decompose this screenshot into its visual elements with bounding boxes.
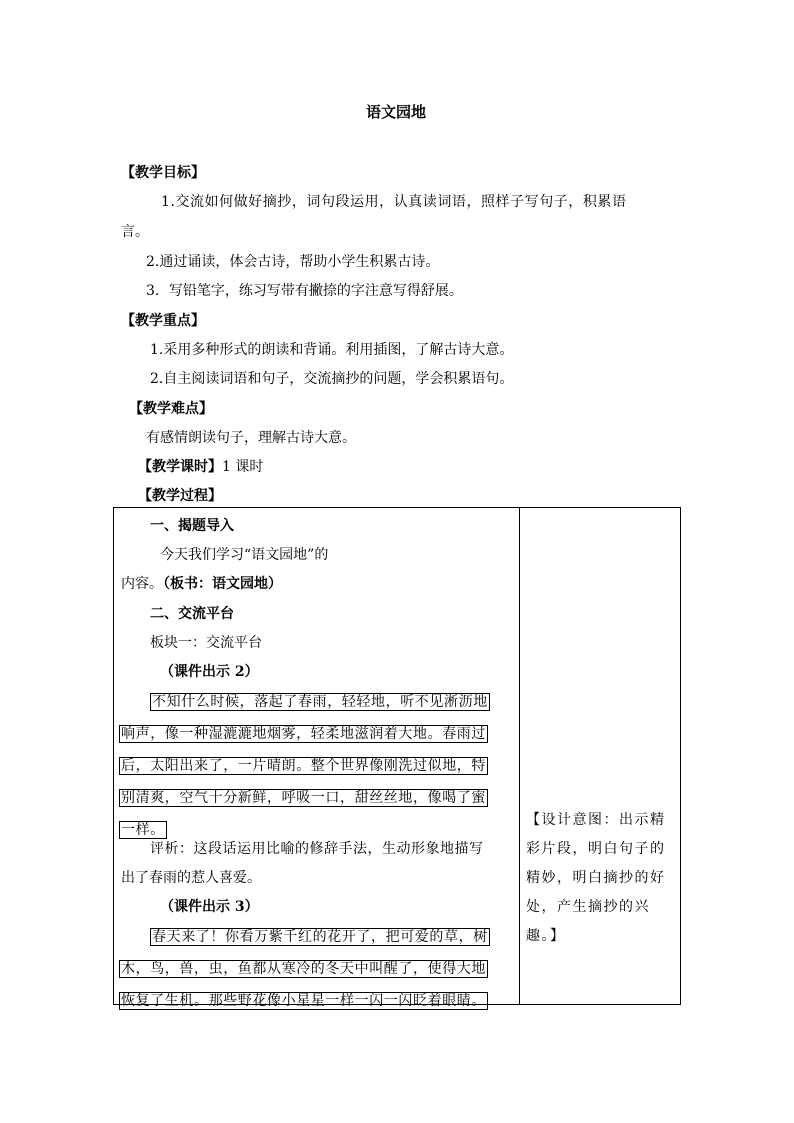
intro-line-2 <box>121 574 282 594</box>
hours-row <box>138 457 263 477</box>
key-point-1: 1.采用多种形式的朗读和背诵。利用插图，了解古诗大意。 <box>150 342 514 358</box>
comment-line-2: 出了春雨的惹人喜爱。 <box>121 870 261 886</box>
page-title: 语文园地 <box>366 103 427 121</box>
objective-2: 2.通过诵读，体会古诗，帮助小学生积累古诗。 <box>146 254 440 270</box>
module-1-label: 板块一：交流平台 <box>150 635 262 651</box>
process-heading: 【教学过程】 <box>138 488 222 504</box>
design-intent-line: 【设计意图：出示精 <box>526 812 666 828</box>
passage-1-line: 响声，像一种湿漉漉地烟雾，轻柔地滋润着大地。春雨过 <box>121 726 486 742</box>
hours-heading: 【教学课时】 <box>138 459 222 475</box>
key-points-heading: 【教学重点】 <box>121 313 205 329</box>
design-intent <box>526 806 676 951</box>
passage-1-line: 别清爽，空气十分新鲜，呼吸一口，甜丝丝地，像喝了蜜 <box>121 790 486 806</box>
passage-2-line: 木，鸟，兽，虫，鱼都从寒冷的冬天中叫醒了，使得大地 <box>121 961 486 977</box>
slide-2-label: （课件出示 2） <box>160 664 259 680</box>
passage-1-line: 不知什么时候，落起了春雨，轻轻地，听不见淅沥地 <box>152 694 488 710</box>
slide-3-label: （课件出示 3） <box>160 899 259 915</box>
hours-text: 1 课时 <box>222 459 264 475</box>
design-intent-line: 彩片段，明白句子的 <box>526 841 666 857</box>
design-intent-line: 处，产生摘抄的兴 <box>526 899 650 915</box>
passage-1-rest <box>119 718 488 846</box>
objective-1-line-1: 1.交流如何做好摘抄，词句段运用，认真读词语，照样子写句子，积累语 <box>161 194 627 210</box>
passage-1 <box>150 686 490 718</box>
objective-1-line-2: 言。 <box>121 224 149 240</box>
intro-line-2-text: 内容。 <box>121 576 163 592</box>
blackboard-note: （板书：语文园地） <box>163 576 282 592</box>
design-intent-line: 精妙，明白摘抄的好 <box>526 870 666 886</box>
design-intent-line: 趣。】 <box>526 928 566 944</box>
section-2-title: 二、交流平台 <box>150 606 234 622</box>
passage-2-line: 春天来了！你看万紫千红的花开了，把可爱的草，树 <box>152 929 488 945</box>
passage-1-line: 一样。 <box>121 822 165 838</box>
passage-2 <box>150 921 490 953</box>
passage-1-line: 后，太阳出来了，一片晴朗。整个世界像刚洗过似地，特 <box>121 758 486 774</box>
passage-2-rest <box>119 953 488 1017</box>
key-point-2: 2.自主阅读词语和句子，交流摘抄的问题，学会积累语句。 <box>150 371 514 387</box>
table-column-divider <box>519 507 520 1005</box>
objectives-heading: 【教学目标】 <box>121 165 205 181</box>
objective-3: 3．写铅笔字，练习写带有撇捺的字注意写得舒展。 <box>146 283 463 299</box>
passage-2-line: 恢复了生机。那些野花像小星星一样一闪一闪眨着眼睛。 <box>121 993 486 1009</box>
comment-line-1: 评析：这段话运用比喻的修辞手法，生动形象地描写 <box>150 841 484 857</box>
intro-line-1: 今天我们学习“语文园地”的 <box>160 547 329 563</box>
difficulties-text: 有感情朗读句子，理解古诗大意。 <box>146 430 356 446</box>
difficulties-heading: 【教学难点】 <box>129 401 213 417</box>
section-1-title: 一、揭题导入 <box>150 518 234 534</box>
